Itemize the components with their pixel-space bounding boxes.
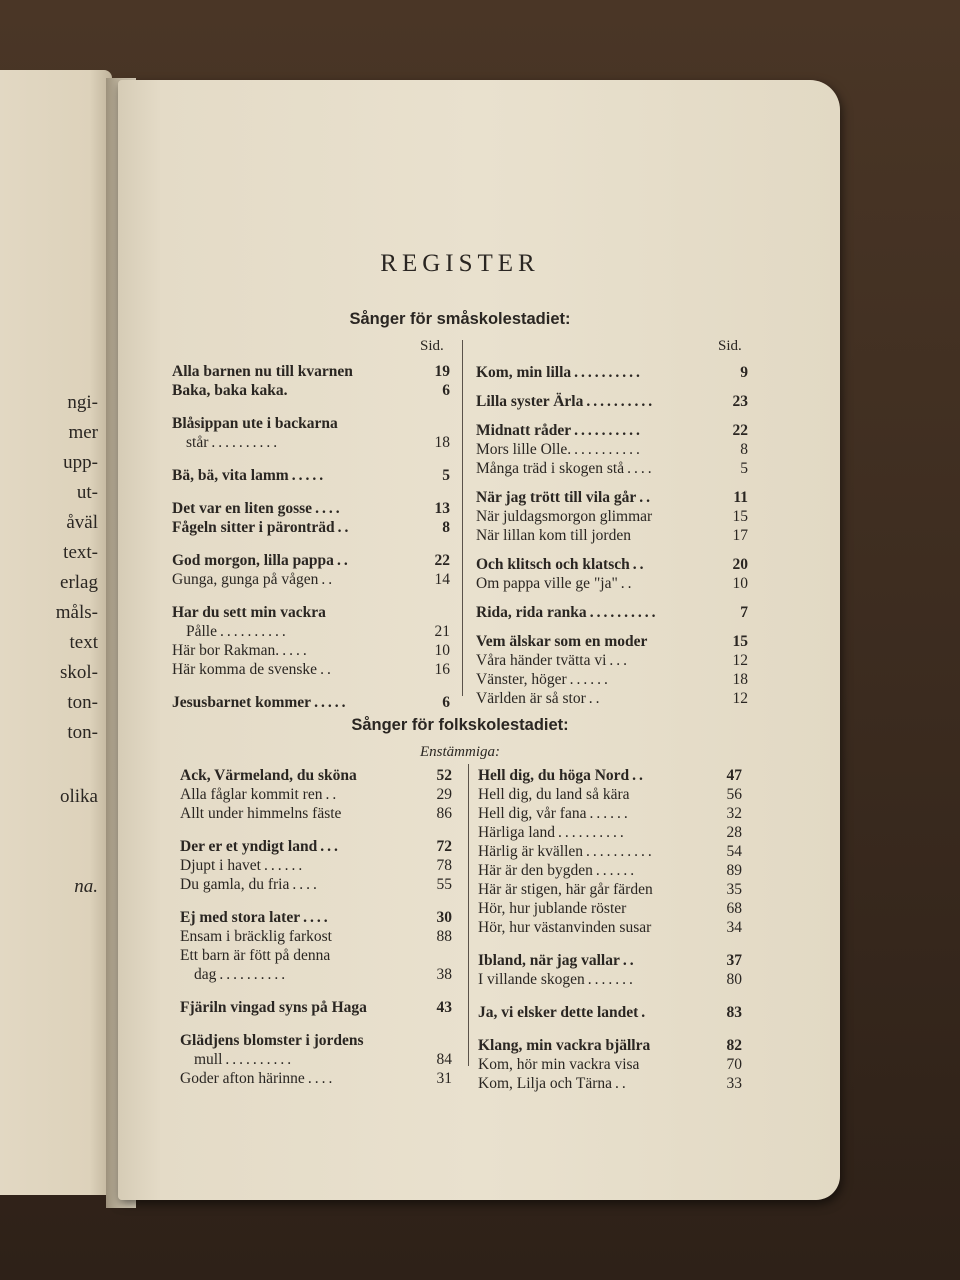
- index-entry: Här är stigen, här går färden 35: [478, 881, 742, 898]
- index-entry: Klang, min vackra bjällra 82: [478, 1037, 742, 1054]
- index-entry: Fågeln sitter i päronträd .. 8: [172, 519, 450, 536]
- index-entry: Vänster, höger ...... 18: [476, 671, 748, 688]
- index-entry: Midnatt råder .......... 22: [476, 422, 748, 439]
- section-heading-smaskolestadiet: Sånger för småskolestadiet:: [349, 310, 571, 328]
- index-entry: När juldagsmorgon glimmar 15: [476, 508, 748, 525]
- index-entry: I villande skogen ....... 80: [478, 971, 742, 988]
- index-entry: Der er et yndigt land ... 72: [180, 838, 452, 855]
- index-entry: Bä, bä, vita lamm ..... 5: [172, 467, 450, 484]
- index-entry: Hell dig, du höga Nord .. 47: [478, 767, 742, 784]
- left-page-fragment: ngi-: [67, 392, 98, 413]
- left-page-fragment: mer: [68, 422, 98, 443]
- index-entry: Ensam i bräcklig farkost 88: [180, 928, 452, 945]
- sid-label-left: Sid.: [420, 338, 444, 354]
- index-entry: Alla barnen nu till kvarnen 19: [172, 363, 450, 380]
- index-entry: Härliga land .......... 28: [478, 824, 742, 841]
- index-entry: Här är den bygden ...... 89: [478, 862, 742, 879]
- index-entry: Mors lille Olle. .......... 8: [476, 441, 748, 458]
- index-entry: Hell dig, du land så kära 56: [478, 786, 742, 803]
- index-entry: Ett barn är fött på denna: [180, 947, 331, 964]
- sid-label-right: Sid.: [718, 338, 742, 354]
- index-entry: God morgon, lilla pappa .. 22: [172, 552, 450, 569]
- index-entry: Här bor Rakman. .... 10: [172, 642, 450, 659]
- left-page-fragment: olika: [60, 786, 98, 807]
- index-entry: Baka, baka kaka. 6: [172, 382, 450, 399]
- left-page-fragment: erlag: [60, 572, 98, 593]
- index-entry: Hör, hur jublande röster 68: [478, 900, 742, 917]
- index-entry: Det var en liten gosse .... 13: [172, 500, 450, 517]
- left-page: [0, 70, 112, 1195]
- index-entry: Kom, min lilla .......... 9: [476, 364, 748, 381]
- index-entry: Djupt i havet ...... 78: [180, 857, 452, 874]
- left-page-fragment: ton-: [67, 692, 98, 713]
- index-entry: Ej med stora later .... 30: [180, 909, 452, 926]
- column-divider: [468, 764, 469, 1066]
- left-page-fragment: åväl: [66, 512, 98, 533]
- index-entry: Har du sett min vackra: [172, 604, 326, 621]
- page-title: REGISTER: [380, 250, 540, 277]
- index-column-section2-left: [180, 766, 452, 1088]
- left-page-fragment: måls-: [55, 602, 98, 623]
- left-page-fragment: ut-: [76, 482, 98, 503]
- index-entry-continuation: står .......... 18: [186, 434, 450, 451]
- section-heading-folkskolestadiet: Sånger för folkskolestadiet:: [351, 716, 569, 734]
- index-entry: Kom, hör min vackra visa 70: [478, 1056, 742, 1073]
- index-entry: Ack, Värmeland, du sköna 52: [180, 767, 452, 784]
- index-entry-continuation: dag .......... 38: [194, 966, 452, 983]
- index-entry: Och klitsch och klatsch .. 20: [476, 556, 748, 573]
- index-entry: Kom, Lilja och Tärna .. 33: [478, 1075, 742, 1092]
- index-entry: Hell dig, vår fana ...... 32: [478, 805, 742, 822]
- left-page-fragment: upp-: [63, 452, 98, 473]
- index-entry: Här komma de svenske .. 16: [172, 661, 450, 678]
- column-divider: [462, 340, 463, 696]
- index-entry: Ja, vi elsker dette landet . 83: [478, 1004, 742, 1021]
- index-entry: Fjäriln vingad syns på Haga 43: [180, 999, 452, 1016]
- left-page-fragment: na.: [74, 876, 98, 897]
- left-page-fragment: ton-: [67, 722, 98, 743]
- index-entry: Rida, rida ranka .......... 7: [476, 604, 748, 621]
- index-entry: Hör, hur västanvinden susar 34: [478, 919, 742, 936]
- index-entry: Allt under himmelns fäste 86: [180, 805, 452, 822]
- left-page-fragment: text-: [63, 542, 98, 563]
- index-entry: Lilla syster Ärla .......... 23: [476, 393, 748, 410]
- index-entry: Alla fåglar kommit ren .. 29: [180, 786, 452, 803]
- index-entry: Många träd i skogen stå .... 5: [476, 460, 748, 477]
- index-column-section1-right: [476, 363, 748, 708]
- index-entry: Ibland, när jag vallar .. 37: [478, 952, 742, 969]
- index-entry: Våra händer tvätta vi ... 12: [476, 652, 748, 669]
- index-entry: Du gamla, du fria .... 55: [180, 876, 452, 893]
- index-entry: Blåsippan ute i backarna: [172, 415, 338, 432]
- index-entry: Härlig är kvällen .......... 54: [478, 843, 742, 860]
- subheading-enstammiga: Enstämmiga:: [420, 744, 500, 760]
- index-entry: När lillan kom till jorden 17: [476, 527, 748, 544]
- index-entry: Världen är så stor .. 12: [476, 690, 748, 707]
- index-entry-continuation: Pålle .......... 21: [186, 623, 450, 640]
- index-entry-continuation: mull .......... 84: [194, 1051, 452, 1068]
- index-entry: När jag trött till vila går .. 11: [476, 489, 748, 506]
- index-column-section2-right: [478, 766, 742, 1093]
- index-entry: Glädjens blomster i jordens: [180, 1032, 364, 1049]
- left-page-fragment: text: [69, 632, 98, 653]
- index-entry: Jesusbarnet kommer ..... 6: [172, 694, 450, 711]
- index-entry: Goder afton härinne .... 31: [180, 1070, 452, 1087]
- left-page-fragment: skol-: [60, 662, 98, 683]
- index-entry: Om pappa ville ge "ja" .. 10: [476, 575, 748, 592]
- index-entry: Vem älskar som en moder 15: [476, 633, 748, 650]
- index-entry: Gunga, gunga på vågen .. 14: [172, 571, 450, 588]
- index-column-section1-left: [172, 362, 450, 712]
